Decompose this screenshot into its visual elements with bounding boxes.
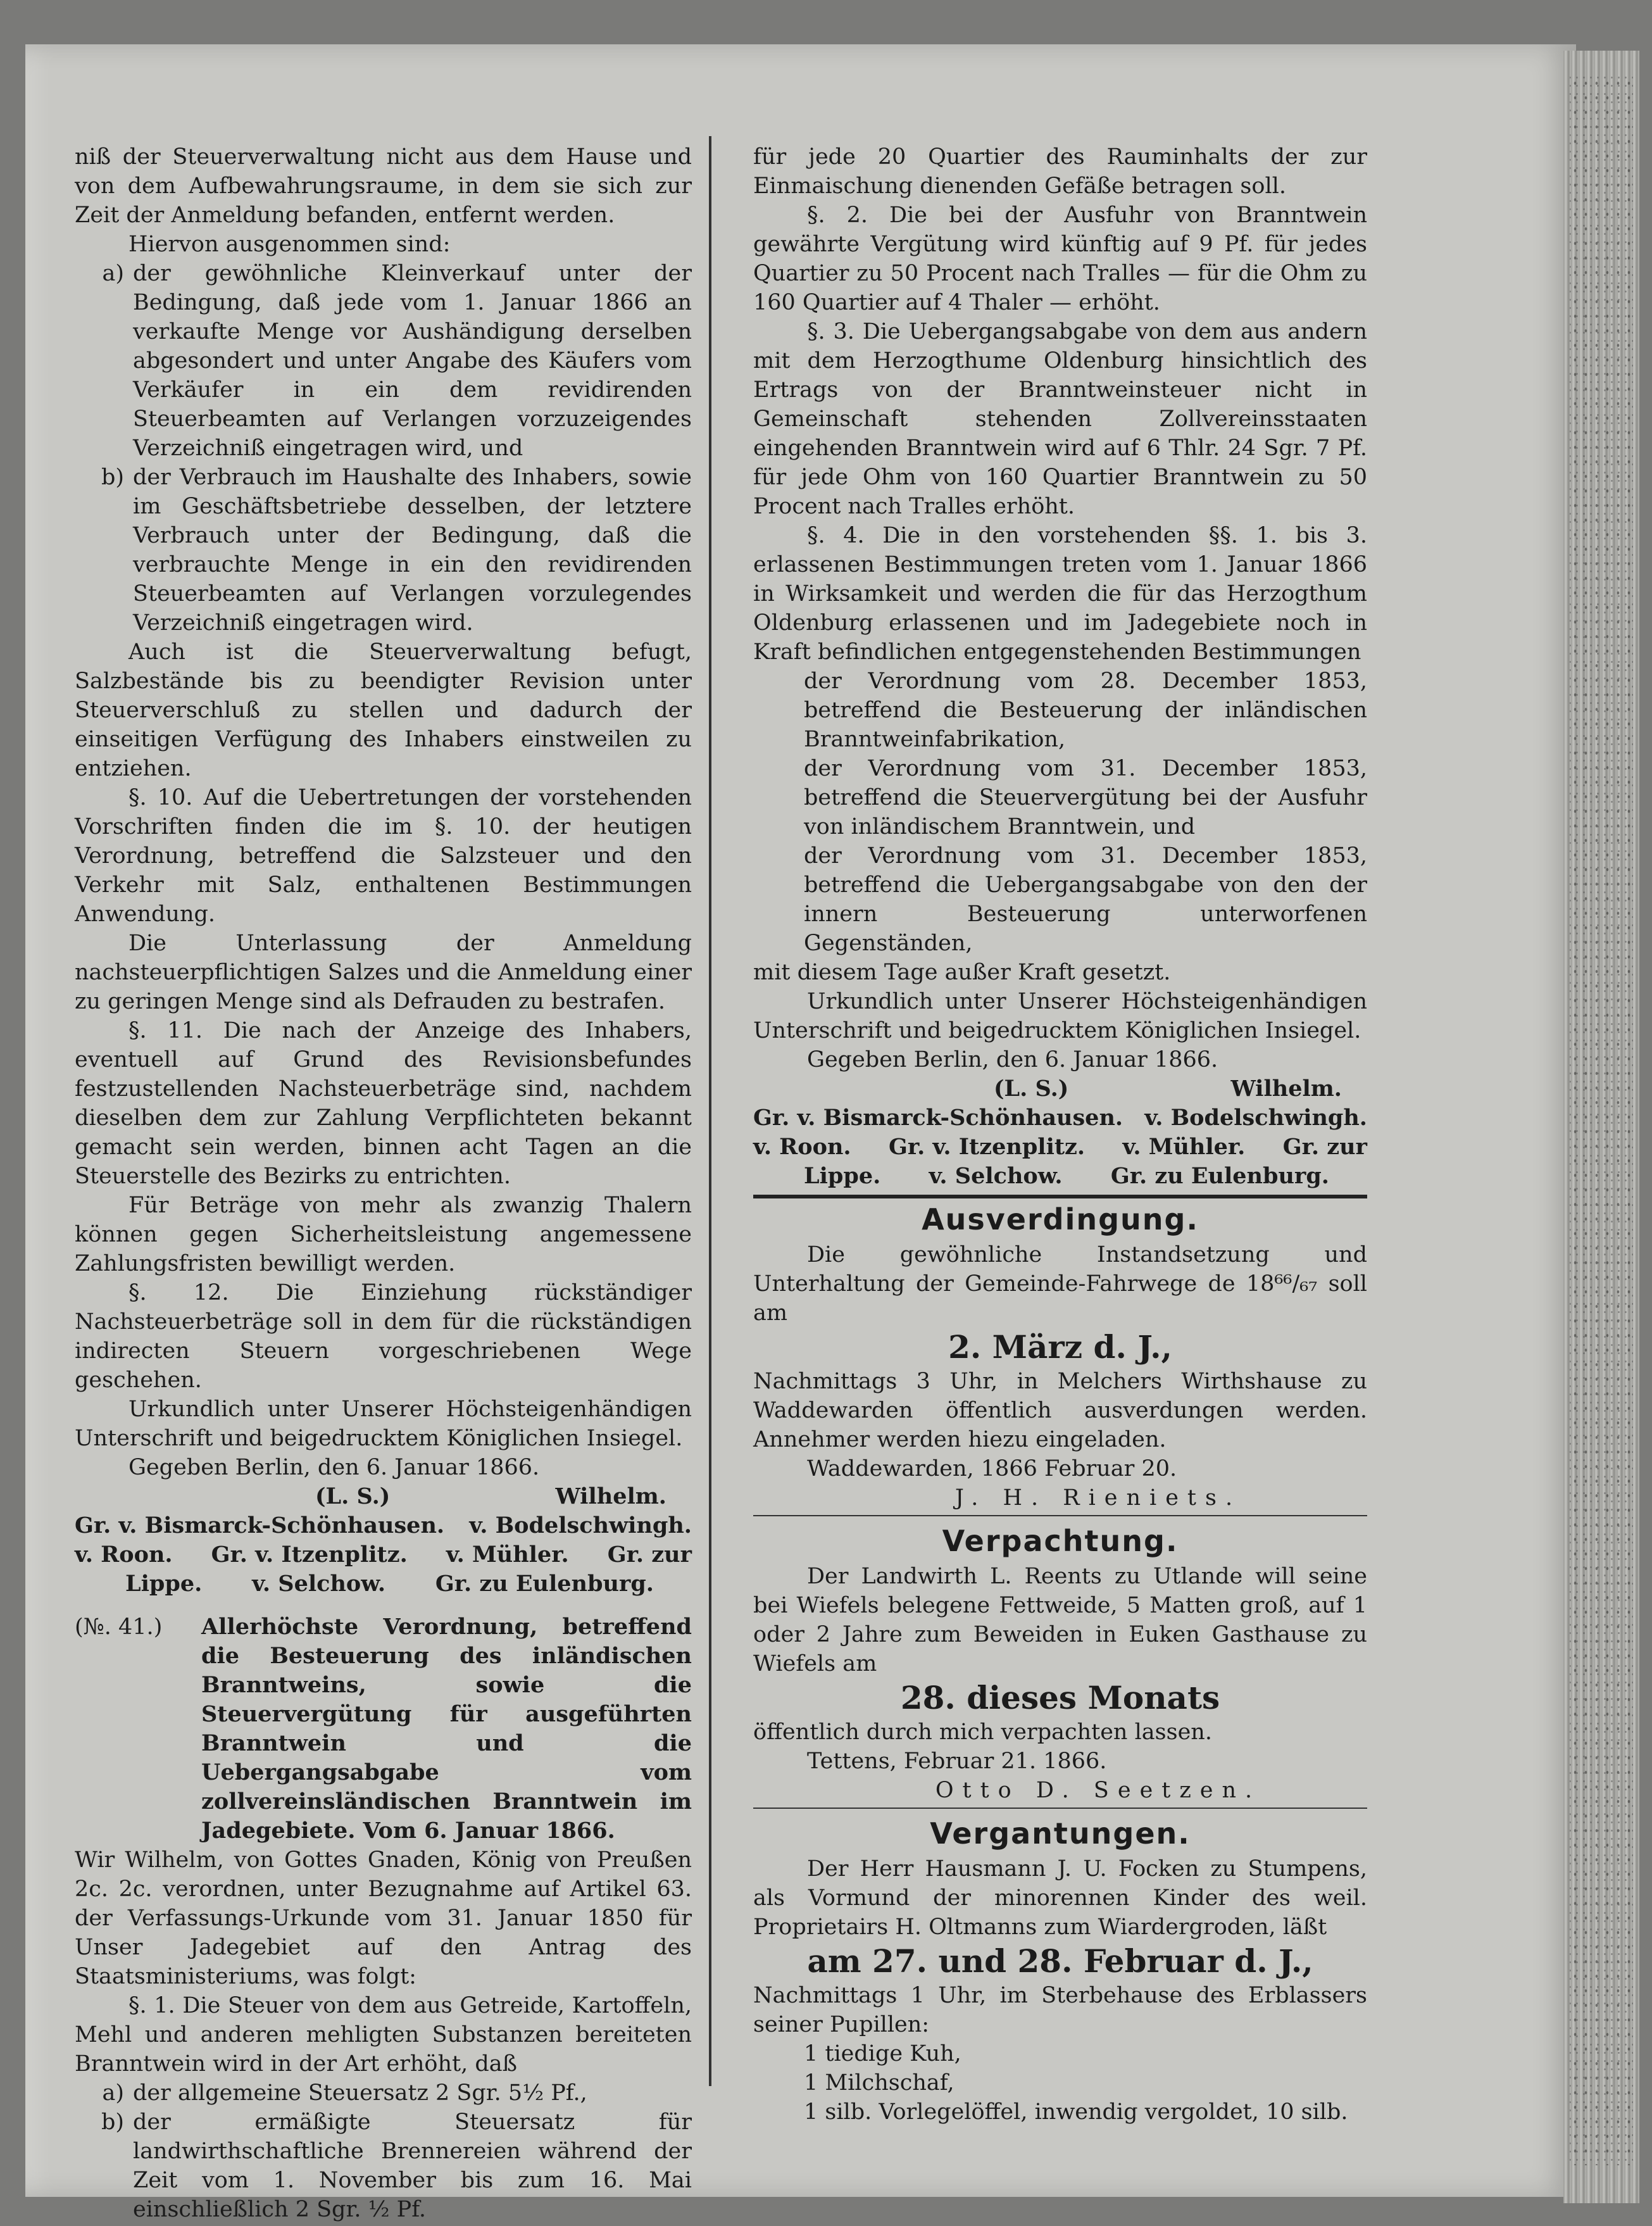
paragraph: §. 4. Die in den vorstehenden §§. 1. bis 3. erlassenen Bestimmungen treten vom 1. Januar 1866 in Wirksamkeit und werden die für das Herzogthum Oldenburg erlassenen und im Jadegebiete noch in Kraft befindlichen entgegenstehenden Bestimmungen bbox=[753, 523, 1367, 665]
section-divider bbox=[753, 1195, 1367, 1198]
ordinance-title: Allerhöchste Verordnung, betreffend die Besteuerung des inländischen Branntweins, sowie die Steuervergütung für ausgeführten Branntwein und die Uebergangsabgabe vom zollvereinsländischen Branntwein im Jadegebiete. Vom 6. Januar 1866. bbox=[201, 1614, 692, 1844]
king-signature: Wilhelm. bbox=[555, 1483, 666, 1509]
notice-signature: J. H. Rieniets. bbox=[954, 1485, 1242, 1511]
place-date: Waddewarden, 1866 Februar 20. bbox=[807, 1456, 1177, 1481]
list-item: der Verordnung vom 31. December 1853, betreffend die Steuervergütung bei der Ausfuhr von inländischem Branntwein, und bbox=[804, 756, 1367, 839]
signature: v. Mühler. bbox=[1122, 1134, 1246, 1160]
paragraph: mit diesem Tage außer Kraft gesetzt. bbox=[753, 960, 1171, 985]
signatures-line bbox=[753, 1162, 1367, 1191]
signature: Gr. zur bbox=[1282, 1134, 1367, 1160]
list-item bbox=[75, 2108, 692, 2224]
paragraph: Der Landwirth L. Reents zu Utlande will seine bei Wiefels belegene Fettweide, 5 Matten groß, auf 1 oder 2 Jahre zum Beweiden in Euken Gasthause zu Wiefels am bbox=[753, 1564, 1367, 1676]
list-text: der Verbrauch im Haushalte des Inhabers, sowie im Geschäftsbetriebe desselben, der letztere Verbrauch unter der Bedingung, daß die verbrauchte Menge in ein den revidirenden Steuerbeamten auf Verlangen vorzulegendes Verzeichniß eingetragen wird. bbox=[133, 465, 692, 636]
paragraph: §. 3. Die Uebergangsabgabe von dem aus andern mit dem Herzogthume Oldenburg hinsichtlich des Ertrags von der Branntweinsteuer nicht in Gemeinschaft stehenden Zollvereinsstaaten eingehenden Branntwein wird auf 6 Thlr. 24 Sgr. 7 Pf. für jede Ohm von 160 Quartier Branntwein zu 50 Procent nach Tralles erhöht. bbox=[753, 319, 1367, 519]
notice-heading: Verpachtung. bbox=[942, 1524, 1179, 1558]
notice-date: 28. dieses Monats bbox=[900, 1679, 1220, 1716]
page-edge-speckle bbox=[1570, 76, 1633, 2165]
list-item: der Verordnung vom 31. December 1853, betreffend die Uebergangsabgabe von den der innern Besteuerung unterworfenen Gegenständen, bbox=[804, 843, 1367, 956]
list-marker: b) bbox=[101, 465, 124, 490]
paragraph: Urkundlich unter Unserer Höchsteigenhändigen Unterschrift und beigedrucktem Königlichen Insiegel. bbox=[75, 1397, 692, 1451]
paragraph: §. 1. Die Steuer von dem aus Getreide, Kartoffeln, Mehl und anderen mehligten Substanzen bereiteten Branntwein wird in der Art erhöht, daß bbox=[75, 1993, 692, 2077]
left-column bbox=[75, 142, 692, 2224]
signatures-line bbox=[753, 1133, 1367, 1162]
place-date: Tettens, Februar 21. 1866. bbox=[807, 1749, 1107, 1774]
paragraph: Nachmittags 1 Uhr, im Sterbehause des Erblassers seiner Pupillen: bbox=[753, 1983, 1367, 2037]
ordinance-heading bbox=[75, 1613, 692, 1846]
list-text: der gewöhnliche Kleinverkauf unter der Bedingung, daß jede vom 1. Januar 1866 an verkaufte Menge vor Aushändigung derselben abgesondert und unter Angabe des Käufers vom Verkäufer in ein dem revidirenden Steuerbeamten auf Verlangen vorzuzeigendes Verzeichniß eingetragen wird, und bbox=[133, 261, 692, 461]
signature: Gr. zur bbox=[607, 1542, 692, 1568]
signatures-line bbox=[75, 1540, 692, 1569]
paragraph: öffentlich durch mich verpachten lassen. bbox=[753, 1720, 1212, 1745]
list-item: 1 silb. Vorlegelöffel, inwendig vergoldet, 10 silb. bbox=[804, 2099, 1348, 2125]
list-item: 1 tiedige Kuh, bbox=[804, 2041, 961, 2066]
column-rule bbox=[709, 136, 711, 2086]
notice-heading: Ausverdingung. bbox=[922, 1202, 1199, 1236]
list-item: 1 Milchschaf, bbox=[804, 2070, 954, 2096]
notice-date: am 27. und 28. Februar d. J., bbox=[807, 1942, 1313, 1980]
right-column bbox=[753, 142, 1367, 2127]
signature: Lippe. bbox=[804, 1163, 881, 1189]
paragraph: §. 2. Die bei der Ausfuhr von Branntwein gewährte Vergütung wird künftig auf 9 Pf. für jedes Quartier zu 50 Procent nach Tralles — für die Ohm zu 160 Quartier auf 4 Thaler — erhöht. bbox=[753, 203, 1367, 315]
paragraph: Auch ist die Steuerverwaltung befugt, Salzbestände bis zu beendigter Revision unter Steuerverschluß zu stellen und dadurch der einseitigen Verfügung des Inhabers einstweilen zu entziehen. bbox=[75, 639, 692, 781]
notice-signature: Otto D. Seetzen. bbox=[935, 1778, 1261, 1803]
signature: v. Selchow. bbox=[252, 1571, 386, 1597]
paragraph: für jede 20 Quartier des Rauminhalts der zur Einmaischung dienenden Gefäße betragen soll. bbox=[753, 144, 1367, 199]
section-divider bbox=[753, 1808, 1367, 1809]
section-divider bbox=[753, 1515, 1367, 1516]
paragraph: Der Herr Hausmann J. U. Focken zu Stumpens, als Vormund der minorennen Kinder des weil. Proprietairs H. Oltmanns zum Wiardergroden, läßt bbox=[753, 1856, 1367, 1940]
paragraph: §. 10. Auf die Uebertretungen der vorstehenden Vorschriften finden die im §. 10. der heutigen Verordnung, betreffend die Salzsteuer und den Verkehr mit Salz, enthaltenen Bestimmungen Anwendung. bbox=[75, 785, 692, 927]
seal-line bbox=[753, 1074, 1367, 1104]
signature: v. Bodelschwingh. bbox=[469, 1512, 692, 1538]
paragraph: Nachmittags 3 Uhr, in Melchers Wirthshause zu Waddewarden öffentlich ausverdungen werden. Annehmer werden hiezu eingeladen. bbox=[753, 1369, 1367, 1452]
seal-line bbox=[75, 1482, 692, 1511]
paragraph: niß der Steuerverwaltung nicht aus dem Hause und von dem Aufbewahrungsraume, in dem sie sich zur Zeit der Anmeldung befanden, entfernt werden. bbox=[75, 144, 692, 228]
paragraph: Wir Wilhelm, von Gottes Gnaden, König von Preußen 2c. 2c. verordnen, unter Bezugnahme auf Artikel 63. der Verfassungs-Urkunde vom 31. Januar 1850 für Unser Jadegebiet auf den Antrag des Staatsministeriums, was folgt: bbox=[75, 1847, 692, 1989]
paragraph: Für Beträge von mehr als zwanzig Thalern können gegen Sicherheitsleistung angemessene Zahlungsfristen bewilligt werden. bbox=[75, 1193, 692, 1276]
signature: v. Roon. bbox=[75, 1542, 173, 1568]
date-line: Gegeben Berlin, den 6. Januar 1866. bbox=[128, 1455, 540, 1480]
list-item bbox=[75, 259, 692, 463]
list-item: der Verordnung vom 28. December 1853, betreffend die Besteuerung der inländischen Branntweinfabrikation, bbox=[804, 669, 1367, 752]
signatures-line bbox=[75, 1569, 692, 1599]
notice-date: 2. März d. J., bbox=[948, 1328, 1172, 1366]
signature: Gr. zu Eulenburg. bbox=[1110, 1163, 1329, 1189]
seal: (L. S.) bbox=[994, 1076, 1069, 1102]
ordinance-number: (№. 41.) bbox=[75, 1614, 163, 1640]
paragraph: Hiervon ausgenommen sind: bbox=[128, 232, 451, 257]
paragraph: Die Unterlassung der Anmeldung nachsteuerpflichtigen Salzes und die Anmeldung einer zu geringen Menge sind als Defrauden zu bestrafen. bbox=[75, 931, 692, 1014]
seal: (L. S.) bbox=[315, 1483, 391, 1509]
list-item bbox=[75, 2078, 692, 2108]
king-signature: Wilhelm. bbox=[1230, 1076, 1342, 1102]
signature: Gr. v. Bismarck-Schönhausen. bbox=[753, 1105, 1123, 1131]
signature: v. Selchow. bbox=[929, 1163, 1063, 1189]
date-line: Gegeben Berlin, den 6. Januar 1866. bbox=[807, 1047, 1218, 1072]
signatures-line bbox=[75, 1511, 692, 1540]
signature: v. Bodelschwingh. bbox=[1144, 1105, 1367, 1131]
paragraph: §. 11. Die nach der Anzeige des Inhabers, eventuell auf Grund des Revisionsbefundes festzustellenden Nachsteuerbeträge sind, nachdem dieselben dem zur Zahlung Verpflichteten bekannt gemacht sein werden, binnen acht Tagen an die Steuerstelle des Bezirks zu entrichten. bbox=[75, 1018, 692, 1189]
list-text: der allgemeine Steuersatz 2 Sgr. 5½ Pf., bbox=[133, 2080, 587, 2106]
signature: Gr. v. Bismarck-Schönhausen. bbox=[75, 1512, 445, 1538]
signatures-line bbox=[753, 1104, 1367, 1133]
signature: v. Roon. bbox=[753, 1134, 851, 1160]
signature: Gr. v. Itzenplitz. bbox=[889, 1134, 1086, 1160]
signature: Lippe. bbox=[125, 1571, 203, 1597]
notice-heading: Vergantungen. bbox=[930, 1816, 1191, 1851]
paragraph: Urkundlich unter Unserer Höchsteigenhändigen Unterschrift und beigedrucktem Königlichen Insiegel. bbox=[753, 989, 1367, 1043]
signature: Gr. zu Eulenburg. bbox=[435, 1571, 654, 1597]
list-item bbox=[75, 463, 692, 638]
signature: v. Mühler. bbox=[446, 1542, 569, 1568]
signature: Gr. v. Itzenplitz. bbox=[211, 1542, 408, 1568]
list-marker: a) bbox=[102, 2080, 124, 2106]
paragraph: §. 12. Die Einziehung rückständiger Nachsteuerbeträge soll in dem für die rückständigen indirecten Steuern vorgeschriebenen Wege geschehen. bbox=[75, 1280, 692, 1393]
paragraph: Die gewöhnliche Instandsetzung und Unterhaltung der Gemeinde-Fahrwege de 18⁶⁶/₆₇ soll am bbox=[753, 1242, 1367, 1326]
list-text: der ermäßigte Steuersatz für landwirthschaftliche Brennereien während der Zeit vom 1. November bis zum 16. Mai einschließlich 2 Sgr. ½ Pf. bbox=[133, 2110, 692, 2222]
list-marker: a) bbox=[102, 261, 124, 286]
list-marker: b) bbox=[101, 2110, 124, 2135]
